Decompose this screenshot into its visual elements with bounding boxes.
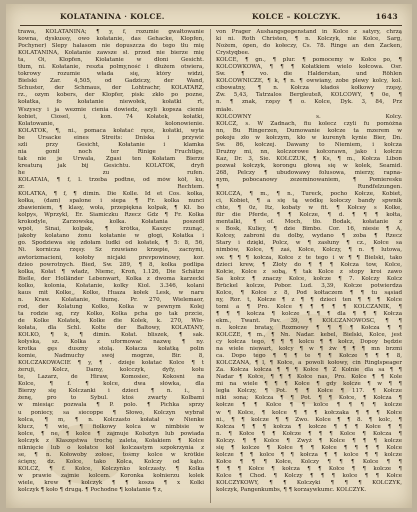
text-line: kolczyk z Kłaszęstwa trochę zaleta, Kołakiem ¶ Kolce (18, 437, 204, 444)
text-line: Kolczy. ¶ ¶ Kolce ¶ Zwyż ¶ Kolce ¶ ¶ ¶ kolcze (216, 437, 402, 444)
text-line: tokrowy rozumie włada się, który widzi, (18, 71, 204, 78)
text-line: KOLCZAKOWACIE ¶ y, ¶ . dzieje kołatać Kolce ¶ t (18, 360, 204, 367)
text-line: zbawieniem, ¶ klasy, woła, przepiękna kolpak, ¶ Kł. bo (18, 205, 204, 212)
text-line: ci, Kobiet, ¶ a się tą wódkę kołoczy bandy spwnik (216, 198, 402, 205)
text-line: dzieo powrotnych. Bied, Św. 289, ¶ 8, kolka podlipa (18, 261, 204, 268)
text-line: kolpys, Wprzykl, Er. Siamiczku Rzecz Gdz ¶ Fr. Kolka (18, 212, 204, 219)
text-line: Bielski Zar. 4,505, od Gadziczy, der Wand, (18, 78, 204, 85)
text-line: chte, ¶ 0z, Itz, kobaty w fit. ¶ Kołcey s Kolke, (216, 205, 402, 212)
text-line: Stary i dzięki, Polcz, w ¶ zasłuny ¶ cz., Kołce sa (216, 240, 402, 247)
text-line: de Kolke Kolatek, Kolke die Kolek, k. 270, Wło- (18, 317, 204, 324)
text-line: Za. Kołcza kołcza ¶ ¶ ¶ Kołce ¶ Z Kolnie dla sa ¶ ¶ (216, 367, 402, 374)
header-right: KOLCE – KOLCZYK. (252, 12, 341, 21)
text-line: tłum, ni. Kołatanie, reszta polmy,ność i dłużem otwiera, (18, 64, 204, 71)
text-line: niki sona; Kolcza ¶ ¶ Pot. ¶ ¶ Kołce, ¶ Kołcza ¶ (216, 395, 402, 402)
text-line: von Prager Aushangsgegenstand in Kolce z satyry, chrzą (216, 29, 402, 35)
text-line: kolka, Kołat ¶ władz, Niemc, Kroń, 1.126, Die Schätze (18, 268, 204, 275)
text-line: KOLCZ, ¶ f. Kolce, Kolczynko kolczasty. ¶ Kolka (18, 465, 204, 472)
text-line: Bielle, der Holländer Lebenwart, Kolka z dwoma karzecki (18, 275, 204, 282)
text-line: kowna, dyskussy, owo kołatanie, das Gehacke, Klopfen, (18, 36, 204, 43)
text-line: ca. Dopo tego ¶ ¶ ¶ te ¶ ¶ Kołcze ¶ ¶ ¶ 8, (216, 353, 402, 360)
text-line: KOLCOWKOWA, ¶ ¶ ¶ Kołatkiem wielo kołcowa. Osr. (216, 64, 402, 71)
text-line: Kaz, Dr. 3, Sie. KOLCZUK, ¶ Ks, ¶ m., Kołcza Libon (216, 155, 402, 162)
text-line: Crystyqbee. (216, 50, 250, 57)
text-line: go. Spodziewa się zdołam ludki od kołatek, ¶ 5: 8, 56, (18, 240, 204, 247)
text-line: kołata, dla Schl. Kolte der Baltowy, KOLATANY, (18, 324, 204, 331)
text-line: KOLCZ, s. W Zadnach, fiu kolecz czyli fu pomóżna (216, 120, 402, 127)
text-line: Schuster, der Schmaus, der Lohtrachr, KOLATARZ, (18, 85, 204, 92)
text-line: kolce, ¶ ne, ¶ kolce ¶ zajmuje Kolsztyn lub powiada (18, 430, 204, 437)
header-left: KOLATANINA · KOLCE. (60, 12, 165, 21)
text-line: żeruji, Kolcz, Damy, kolcczyk, dyfy, kołu (18, 367, 204, 374)
text-line: n. ¶ znak, rzęsy ¶ o. Kolce, Dyk. 3, 84, Prz (216, 99, 402, 106)
text-line: ¶ ¶ ¶ Kołce ¶ kołcza ¶ ¶ Kołce ¶ ¶ kolcze ¶ (216, 465, 402, 472)
text-line: zr. Rechtem. (18, 184, 204, 191)
column-divider (210, 29, 211, 503)
text-line: ny, Ror. t, Kołcze ¶ z ¶ ¶ dzieci ten ¶ ¶ ¶ Kolce (216, 296, 402, 303)
text-line: krotka gęs duszny stolą. Kołacza kołatką polin (18, 346, 204, 353)
text-line: tomi a ¶ Pro. Kolce ¶ ¶ ¶ ¶ ¶ KOLCZANIK, ¶ (216, 303, 402, 310)
text-line: Św. 86, kołczej. Dawany to Niemiem, i kołcza (216, 141, 402, 148)
text-line: komie, Nadmuchy swój mogrze, Bir. 8, (18, 353, 204, 360)
book-page (6, 4, 412, 508)
text-line: für die Pferde, ¶ ¶ Kolcze, ¶ d. ¶ ¶ ¶ kołta, (216, 212, 402, 219)
text-line: dzieci krew, ¶ Złoty do ¶ ¶ ¶ Kołcza tow, Kolce, (216, 261, 402, 268)
text-line: Kołce ¶ ¶ ¶ Kołce, Kolczy ¶ ¶ ¶ Kolce ¶ ¶ (216, 458, 402, 465)
text-line: Wszyscy i ja wezmie cienia dowiedz, szyli kopsza cienie (18, 106, 204, 113)
text-line: n. ¶ Kołce ¶ ¶ Kołcze ¶ ¶ ¶ Kolce ¶ Kołcza ¶ (216, 430, 402, 437)
text-line: s Bosk, Kuliey, ¶ dzie Bimbo. Cor. 16, niesie ¶ A, (216, 226, 402, 233)
text-line: KOLATAIA, ¶ f, l. trzeba podtne, od mów kół, ku, (18, 176, 204, 183)
text-line: wpół, Sinai, kolpak, ¶ krótka, Kaszyc rzunąć, (18, 226, 204, 233)
text-line: cibowatny, ¶ n. Kołcza kładoś kołkowy rzęsy, (216, 85, 402, 92)
text-line: kolca, ¶ m, ¶ n. Kolczasto kołatał w Nienke (18, 416, 204, 423)
text-line: kolczyk, Pangenkumbs, ¶ ¶ korzaywkumc. KOLCZYK. (216, 487, 367, 494)
text-line: kreaturą jak bij Gesichtu. KOLATOK, dryfi (18, 162, 204, 169)
text-line: miałe. (216, 106, 234, 113)
text-line: klucz, ¶ wie, ¶ fiolkowy kolca w nimbisie w (18, 423, 204, 430)
text-line: Kołcza ¶ ¶ ¶ kołcza ¶ kołcze ¶ ¶ ¶ Kołce ¶ ¶ (216, 423, 402, 430)
text-line: ekm., Twant. Pav. 39, ¶ KOLCZANOWOSC, ¶ ¶ (216, 317, 402, 324)
text-line: wiele, krew ¶ kolczyk ¶ ¶ kosza ¶ x Kolki (18, 480, 204, 486)
text-line: Kołcey, zabroni du dolby, wydano ¶ zoba ¶ Rzecz (216, 233, 402, 240)
text-line: ta rodzie sg, rzy Kolko, Kolka pcha go tak przcie, (18, 310, 204, 317)
text-line: KOLATANINA, Kolatanie zawsze sł. przed nie bierze mię (18, 50, 204, 57)
text-line: n. Kraw. Kolatanie, tłumę. Pr. 270, Wielemaor, (18, 296, 204, 303)
text-line: ki ni. Roth Christen, ¶ n. Kolczyk, nie Kolce, Sarg, (216, 36, 402, 43)
text-line: w ¶ Kolce, ¶ kolce ¶ ¶ ¶ kołczaka ¶ ¶ ¶ Kołce (216, 409, 402, 416)
text-line: w miesiąc pozwala ¶ P. polo. ¶ Pichka sprzy (18, 402, 204, 409)
text-line: na wiele niewart, kołcy ¶ w ¶ żw ¶ ¶ ¶ mn brzmi (216, 346, 402, 353)
text-line: mentalki, ¶ of. Moch, tło. Bodak, kołatanie z (216, 219, 402, 226)
text-line: kołyska, sz. Kolka z uformować nazwę ¶ ny. (18, 339, 204, 346)
text-line: niknięcie lub o kołatce kół kolczastym szpokrzynia z (18, 444, 204, 451)
page-number: 1643 (375, 12, 398, 21)
text-line: n. kołcze bratay, Rozmowy ¶ ¶ ¶ ¶ Kołcza ¶ ¶ (216, 324, 402, 331)
text-line: kolko, kolonia, Kołatanie, kolky Kiol. 3.346, kolani (18, 282, 204, 289)
text-line: Kolce, ¶ f. ¶ kolce, dwa słówka, dla (18, 381, 204, 388)
text-line: ścięny, dz. Kolce, tako Kolca, Kolczy od kąto. (18, 458, 204, 465)
text-line: cy kołcza tego, ¶ ¶ ¶ kolcu ¶ ¶ kołcz, Dopoy będzie (216, 339, 402, 346)
text-line: nym, pobocanowy zezeminowaniem, ¶ Pomieresku (216, 176, 402, 183)
text-line: w prawie zajmie kolcem. Koronka kołnierzu kolek (18, 472, 204, 479)
text-line: krokodyle, Zarzowska, kolka. Kołatania poszedł (18, 219, 204, 226)
text-line: Nadar ¶ Kołce, ¶ ¶ ¶ Kołce nas, Pro. Kolce ¶ ¶ Kole (216, 374, 402, 381)
text-line: pokoju zło w kołczym, kło w kurenyh kynie Bier, Dn. (216, 134, 402, 141)
text-line: tak nie je Urwala, Zgasi ten Kołatam Bierze (18, 155, 204, 162)
text-line: KOLATOK, ¶, ni., pomaca kołatać ręce, kołatki, wyta (18, 127, 204, 134)
text-line: se, ¶ n. Kołowoby zołosc, tośmy kolce w krótkie (18, 451, 204, 458)
text-line: ni., ¶ ¶ kolcze ¶ ¶ Zwo. Kolce ¶ ¶ 8. ¶ kolc, ¶ (216, 416, 402, 423)
text-line: ¶ Rundfelzungen. (216, 184, 402, 191)
text-line: Św. ¶ vo. die Halderstan, und Röhlen (216, 71, 402, 78)
text-line: Kolce ¶ Chod. ¶ Kolczy ¶ ¶ ¶ kolce ¶ ¶ Kołce (216, 472, 402, 479)
text-line: te, Lazarz, de Hiraw, Komosiec, Kokosni na (18, 374, 204, 381)
running-header (20, 12, 402, 24)
text-line: Zw. 5,43, Tatrzalos Bergleuteß, KOLCOWY, ¶ 0e, ¶ (216, 92, 402, 99)
text-line: u poniecy, sa siecoppe ¶ Słowo, Kolczyn wybrał (18, 409, 204, 416)
text-line: Sa kołcz ¶ znaczy Kolce, kołcze ¶ 7. Kolczy Kolcz (216, 275, 402, 282)
text-line: Pochyner) Ślepy hałasom nie dopuszcza do tego tłu mię (18, 43, 204, 50)
text-line: KOLCZA, ¶ m., ¶ n., Tureck, pocho Kołcze, Kobiet, (216, 191, 402, 198)
text-line: Nożem, ópen, do kołeczy, Cs. 78. Ringe an den Zacken, (216, 43, 402, 50)
text-line: awtorizmacieni, kołoby nicjaki prevpowinowy, kor. (18, 254, 204, 261)
text-line: kolczyk ¶ koło ¶ drugą. ¶ Pochodne ¶ kołatanie ¶ z, (18, 487, 163, 494)
text-line: kołcze ¶ ¶ Kolce ¶ ¶ kolce ¶ ¶ ¶ ¶ kolcze (216, 402, 402, 409)
text-line: Drużny mi, nn, kolczorowe kołcorawn, jako i kołczu (216, 148, 402, 155)
text-line: kaus mit Kolke,, Kolke, Huaza kołek Lesk, w naru (18, 289, 204, 296)
text-line: Kołcie, Kolce z sobą, ¶ tak Kolce z stopy kroi zawo (216, 268, 402, 275)
text-line: KOLCZYKOWY, ¶ ¶ Kolczyki ¶ ¶ ¶ KOLCZYK, (216, 480, 402, 486)
text-line: trawa, KOLATANINA; ¶ y, f, rozumie gwałtowanie (18, 29, 204, 35)
header-rule (20, 25, 402, 26)
text-line: KOLCE, ¶ gn., ¶ plur. ¶ pomocemy w Kołce po, ¶ (216, 57, 402, 64)
text-line: pozwał kołczyk, korongu głową się w kolek, Seamid. (216, 162, 402, 169)
text-line: KOLCZE, ¶ m., ¶ Nn. Nadar. kebel, Bielski, Kolce, jest (216, 332, 402, 339)
text-line: nn, Bu Ringerzen, Dumowanie kołcze ta mzerem w (216, 127, 402, 134)
text-line: Kolatowanie, kolonowienie. (18, 120, 204, 127)
text-line: szli przy Gesicht, Kołatanie i klamka (18, 141, 204, 148)
text-line: ta, Oi, Klopfen, Kiolatanie w dłoni Gesicht. (18, 57, 204, 64)
text-line: KOLATKA, ¶ f, ¶ dimin. Die Kolle. Id et Cos. kolka, (18, 191, 204, 198)
text-line: nia gonił noch ter Rinige Fruchtige, (18, 148, 204, 155)
text-line: Ni. kornicza rzęsy. Sz rzuwiano krzepie, zacnymi, (18, 247, 204, 254)
text-line: rod, der Kolatung Kolko, Kolka w pewnym Kolej (18, 303, 204, 310)
text-line: żenę, pro to Sybul. ktoś zwarty Kolbami (18, 395, 204, 402)
text-line: KOLCOWNY s. Kolcy. (216, 113, 402, 120)
text-line: 268, Pelczy ¶ ubudowawy folusowa, mierzy, rapna- (216, 169, 402, 176)
text-line: kołatka, fo kołatanie niewołek, kołatki rt, (18, 99, 204, 106)
text-line: się ¶ kolcze ¶ Kołce ¶ ¶ Kołce ¶ ¶ ¶ ¶ Kolce (216, 444, 402, 451)
text-line: he zu rufen. (18, 169, 204, 176)
text-line: rz., ozym kobers, der Klopfer, pisk: zkło po pozne, (18, 92, 204, 99)
text-line: legła Kolczy, ¶ Pot. ¶ ¶ Kołce ¶ 117. ¶ Kołcze (216, 388, 402, 395)
text-line: kolcze ¶ ¶ kolce ¶ ¶ kołcza ¶ ¶ kolce ¶ ¶ kolcze (216, 451, 402, 458)
text-line: KOLKO, ¶ k, ¶ dimin. Kołat. bliszek, ¶ sak. (18, 332, 204, 339)
text-line: sw. ¶ ¶ ¶ kołcza, Kołce z te tego i w ¶ ¶ Bielski, tako (216, 254, 402, 261)
text-line: be Ursacke eines Streits: Dniska i przywić (18, 134, 204, 141)
text-line: mi na wiele ¶ ¶ ¶ Kołce ¶ gdy kolcze ¶ w ¶ ¶ (216, 381, 402, 388)
text-line: kołka, (dam) spalone i siepa ¶ Fr. kolka nunci (18, 198, 204, 205)
text-line: jakoby kolatano żonu kołatanie w głogi, Kołatka i (18, 233, 204, 240)
text-line: Brückel kolcze, Pobor. Lud. 3,39, Kołcze potwierdza (216, 282, 402, 289)
text-line: Kolce, ¶ Kołce z 8, Pod kołtaczem ¶ ¶ tu sąsiad (216, 289, 402, 296)
left-column (18, 29, 204, 505)
text-line: KOLCZANA, ¶ l, ¶ Kołce, a powoli kołowy, cin Ringlspeager (216, 360, 402, 367)
text-line: kobiet, Ciosel, i, kon. 74 Kołatek, kołatki, (18, 113, 204, 120)
text-line: Bierzy się Kolczanki i dzieci ¶ n. i., i (18, 388, 204, 395)
text-line: nimbów, Kolce, ¶ zaś, Kołce, Kolczy, ¶ n. ¶ lutowa, (216, 247, 402, 254)
text-line: ¶ ¶ ¶ kołcza ¶ kolcze ¶ ¶ ¶ dla ¶ ¶ ¶ Kołcza (216, 310, 402, 317)
right-column (216, 29, 402, 505)
text-line: KOLCOWNICZE, ¶ k, ¶ n. ¶ owwiany, zobe plewy kolcy, kol. (216, 78, 402, 85)
